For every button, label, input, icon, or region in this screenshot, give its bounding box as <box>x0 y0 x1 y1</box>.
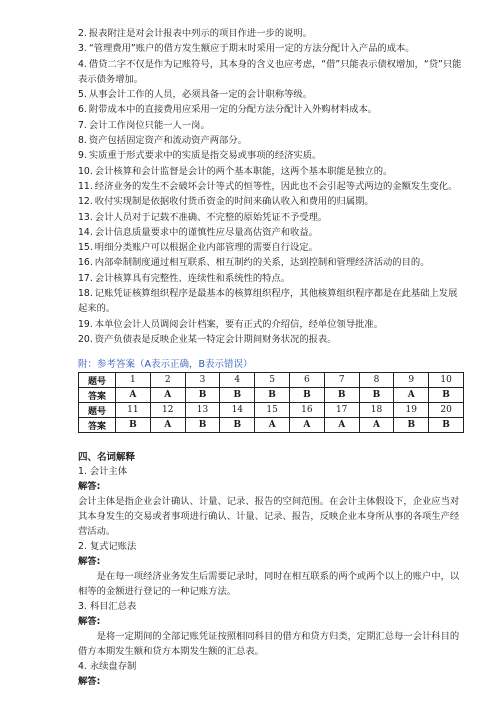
question-number-cell: 20 <box>429 403 464 418</box>
item-number: 3. <box>78 43 87 55</box>
item-number: 12. <box>78 196 93 208</box>
list-item <box>78 255 462 270</box>
question-number-cell: 2 <box>150 373 185 388</box>
answer-cell: B <box>116 418 151 433</box>
item-text: 内部牵制制度通过相互联系、相互制约的关系，达到控制和管理经济活动的目的。 <box>94 257 430 269</box>
item-text: 明细分类账户可以根据企业内部管理的需要自行设定。 <box>94 242 318 254</box>
list-item <box>78 87 462 102</box>
item-text: 资产包括固定资产和流动资产两部分。 <box>88 135 247 147</box>
item-text: 经济业务的发生不会破坏会计等式的恒等性，因此也不会引起等式两边的金额发生变化。 <box>94 180 458 192</box>
answer-cell: A <box>116 388 151 403</box>
answer-cell: B <box>185 418 220 433</box>
number-header-cell: 题号 <box>79 403 116 418</box>
list-item <box>78 332 462 347</box>
list-item <box>78 133 462 148</box>
question-number-cell: 14 <box>220 403 255 418</box>
item-number: 19. <box>78 318 93 330</box>
question-number-cell: 1 <box>116 373 151 388</box>
answer-label: 解答: <box>78 481 101 493</box>
answer-cell: A <box>255 418 290 433</box>
question-number-cell: 10 <box>429 373 464 388</box>
question-number-cell: 7 <box>324 373 359 388</box>
item-text: 会计核算具有完整性、连续性和系统性的特点。 <box>94 272 291 284</box>
item-text: 记账凭证核算组织程序是最基本的核算组织程序，其他核算组织程序都是在此基础上发展起来的。 <box>78 288 458 315</box>
definition-explanation: 是在每一项经济业务发生后需要记录时，同时在相互联系的两个或两个以上的账户中，以相等的金额进行登记的一种记账方法。 <box>78 571 460 598</box>
question-number-cell: 19 <box>394 403 429 418</box>
item-text: 本单位会计人员调阅会计档案，要有正式的介绍信，经单位领导批准。 <box>94 318 384 330</box>
table-row <box>79 373 464 388</box>
definition-item <box>78 464 462 539</box>
answer-cell: B <box>220 418 255 433</box>
item-number: 10. <box>78 165 93 177</box>
item-text: 收付实现制是依据收付货币资金的时间来确认收入和费用的归属期。 <box>94 196 374 208</box>
section-title: 四、名词解释 <box>78 452 136 464</box>
question-number-cell: 15 <box>255 403 290 418</box>
answer-key-table <box>78 372 464 433</box>
answer-cell: B <box>289 388 324 403</box>
item-number: 17. <box>78 272 93 284</box>
question-number-cell: 3 <box>185 373 220 388</box>
item-text: 借贷二字不仅是作为记账符号，其本身的含义也应考虑，“借”只能表示债权增加，“贷”只能表示债务增加。 <box>78 58 462 85</box>
definition-explanation: 是将一定期间的全部记账凭证按照相同科目的借方和贷方归类，定期汇总每一会计科目的借方本期发生额和贷方本期发生额的汇总表。 <box>78 631 460 658</box>
answer-cell: A <box>150 418 185 433</box>
item-number: 13. <box>78 211 93 223</box>
definition-item <box>78 539 462 599</box>
answer-cell: B <box>255 388 290 403</box>
item-number: 11. <box>78 180 93 192</box>
question-number-cell: 18 <box>359 403 394 418</box>
list-item <box>78 164 462 179</box>
list-item <box>78 271 462 286</box>
item-number: 8. <box>78 135 87 147</box>
definition-term: 4. 永续盘存制 <box>78 661 137 673</box>
answer-label: 解答: <box>78 616 101 628</box>
list-item <box>78 210 462 225</box>
item-text: 会计工作岗位只能一人一岗。 <box>88 119 210 131</box>
item-number: 4. <box>78 58 87 70</box>
question-number-cell: 9 <box>394 373 429 388</box>
definition-term: 1. 会计主体 <box>78 466 128 478</box>
item-text: “管理费用”账户的借方发生额应于期末时采用一定的方法分配计入产品的成本。 <box>88 43 415 55</box>
answer-cell: B <box>429 418 464 433</box>
question-number-cell: 16 <box>289 403 324 418</box>
item-number: 15. <box>78 242 93 254</box>
true-false-list <box>78 26 462 347</box>
table-row <box>79 418 464 433</box>
list-item <box>78 286 462 317</box>
definition-item <box>78 659 462 689</box>
list-item <box>78 240 462 255</box>
item-number: 14. <box>78 226 93 238</box>
answer-cell: A <box>359 418 394 433</box>
question-number-cell: 13 <box>185 403 220 418</box>
question-number-cell: 11 <box>116 403 151 418</box>
definition-term: 3. 科目汇总表 <box>78 601 137 613</box>
question-number-cell: 5 <box>255 373 290 388</box>
list-item <box>78 179 462 194</box>
item-number: 18. <box>78 288 93 300</box>
question-number-cell: 12 <box>150 403 185 418</box>
item-number: 5. <box>78 89 87 101</box>
list-item <box>78 317 462 332</box>
item-text: 会计人员对于记载不准确、不完整的原始凭证不予受理。 <box>94 211 328 223</box>
answer-label: 解答: <box>78 676 101 688</box>
answer-cell: B <box>220 388 255 403</box>
list-item <box>78 102 462 117</box>
item-text: 从事会计工作的人员，必须具备一定的会计职称等级。 <box>88 89 313 101</box>
answer-cell: B <box>429 388 464 403</box>
item-text: 资产负债表是反映企业某一特定会计期间财务状况的报表。 <box>94 333 337 345</box>
definition-term: 2. 复式记账法 <box>78 541 137 553</box>
list-item <box>78 148 462 163</box>
answer-cell: B <box>185 388 220 403</box>
answer-cell: A <box>324 418 359 433</box>
answer-cell: A <box>289 418 324 433</box>
definitions-list <box>78 464 462 689</box>
item-number: 16. <box>78 257 93 269</box>
answer-key-title: 附：参考答案（A表示正确，B表示错误） <box>78 359 253 371</box>
list-item <box>78 118 462 133</box>
list-item <box>78 57 462 88</box>
answer-label: 解答: <box>78 556 101 568</box>
answer-cell: B <box>324 388 359 403</box>
item-text: 会计信息质量要求中的谨慎性应尽量高估资产和收益。 <box>94 226 318 238</box>
question-number-cell: 17 <box>324 403 359 418</box>
list-item <box>78 225 462 240</box>
table-row <box>79 388 464 403</box>
answer-cell: B <box>359 388 394 403</box>
item-text: 实质重于形式要求中的实质是指交易或事项的经济实质。 <box>88 150 322 162</box>
answer-header-cell: 答案 <box>79 418 116 433</box>
item-number: 7. <box>78 119 87 131</box>
list-item <box>78 26 462 41</box>
question-number-cell: 8 <box>359 373 394 388</box>
answer-cell: B <box>394 418 429 433</box>
item-number: 9. <box>78 150 87 162</box>
definition-item <box>78 599 462 659</box>
item-text: 会计核算和会计监督是会计的两个基本职能，这两个基本职能是独立的。 <box>94 165 393 177</box>
item-number: 2. <box>78 28 87 39</box>
list-item <box>78 194 462 209</box>
list-item <box>78 41 462 56</box>
number-header-cell: 题号 <box>79 373 116 388</box>
answer-cell: A <box>394 388 429 403</box>
item-number: 6. <box>78 104 87 116</box>
question-number-cell: 6 <box>289 373 324 388</box>
question-number-cell: 4 <box>220 373 255 388</box>
item-text: 附带成本中的直接费用应采用一定的分配方法分配计入外购材料成本。 <box>88 104 378 116</box>
item-number: 20. <box>78 333 93 345</box>
answer-key-body <box>79 373 464 433</box>
definition-explanation: 会计主体是指企业会计确认、计量、记录、报告的空间范围。在会计主体假设下，企业应当对其本身发生的交易或者事项进行确认、计量、记录、报告，反映企业本身所从事的各项生产经营活动。 <box>78 496 460 538</box>
item-text: 报表附注是对会计报表中列示的项目作进一步的说明。 <box>88 28 313 39</box>
answer-header-cell: 答案 <box>79 388 116 403</box>
table-row <box>79 403 464 418</box>
answer-cell: A <box>150 388 185 403</box>
